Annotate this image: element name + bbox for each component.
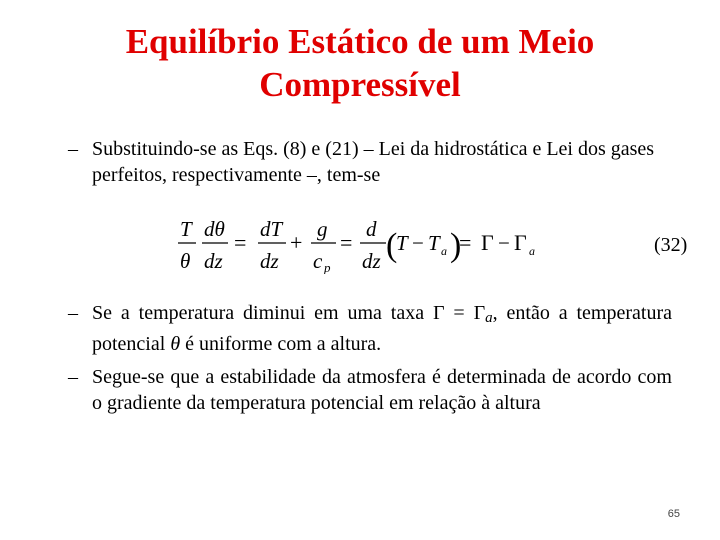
eq-inner-Ta: T xyxy=(428,231,440,255)
eq-minus-2: − xyxy=(498,231,510,255)
eq-inner-a-sub: a xyxy=(441,244,447,258)
page-number: 65 xyxy=(667,508,680,520)
bullet-text-before: Se a temperatura diminui em uma taxa Γ = Γ xyxy=(92,302,486,324)
bullet-1 xyxy=(68,136,672,188)
equation-32 xyxy=(176,212,556,274)
eq-gamma-1: Γ xyxy=(481,230,494,255)
bullet-text: Substituindo-se as Eqs. (8) e (21) – Lei da hidrostática e Lei dos gases perfeitos, respectivamente –, tem-se xyxy=(92,138,655,186)
eq-left-paren: ( xyxy=(386,227,398,264)
bullet-subscript-a: a xyxy=(485,310,493,326)
slide-title xyxy=(40,20,680,106)
equation-number: (32) xyxy=(654,234,688,256)
eq-f2-den: dz xyxy=(260,249,279,273)
eq-f3-num: g xyxy=(317,217,328,241)
eq-gamma-a-sub: a xyxy=(529,244,535,258)
eq-f3-den: c xyxy=(313,249,323,273)
bullet-dash: – xyxy=(68,138,78,160)
bullet-text: Segue-se que a estabilidade da atmosfera é determinada de acordo com o gradiente da temperatura potencial em relação à altura xyxy=(92,366,672,414)
eq-f1-num-T: T xyxy=(180,217,192,241)
eq-right-paren: ) xyxy=(450,227,462,264)
eq-equals-3: = xyxy=(459,230,472,255)
bullet-dash: – xyxy=(68,366,78,388)
bullet-theta: θ xyxy=(170,333,181,355)
title-line-2: Compressível xyxy=(259,65,461,104)
bullet-text-after-1: , então a temperatura potencial xyxy=(92,302,672,355)
title-line-1: Equilíbrio Estático de um Meio xyxy=(125,22,595,61)
bullet-2 xyxy=(68,300,672,357)
eq-f4-den: dz xyxy=(362,249,381,273)
eq-f3-den-sub: p xyxy=(324,260,331,274)
eq-f1-num-dtheta: dθ xyxy=(204,217,225,241)
bullet-dash: – xyxy=(68,302,78,324)
eq-plus: + xyxy=(290,230,303,255)
bullet-text-after-2: é uniforme com a altura. xyxy=(180,333,382,355)
eq-inner-T: T xyxy=(396,231,408,255)
eq-f1-den-dz: dz xyxy=(204,249,223,273)
eq-equals-1: = xyxy=(234,230,247,255)
eq-f2-num: dT xyxy=(260,217,283,241)
bullet-3 xyxy=(68,364,672,416)
eq-f1-den-theta: θ xyxy=(180,249,191,273)
eq-gamma-2: Γ xyxy=(514,230,527,255)
eq-f4-num: d xyxy=(366,217,377,241)
eq-equals-2: = xyxy=(340,230,353,255)
eq-minus-1: − xyxy=(412,231,424,255)
